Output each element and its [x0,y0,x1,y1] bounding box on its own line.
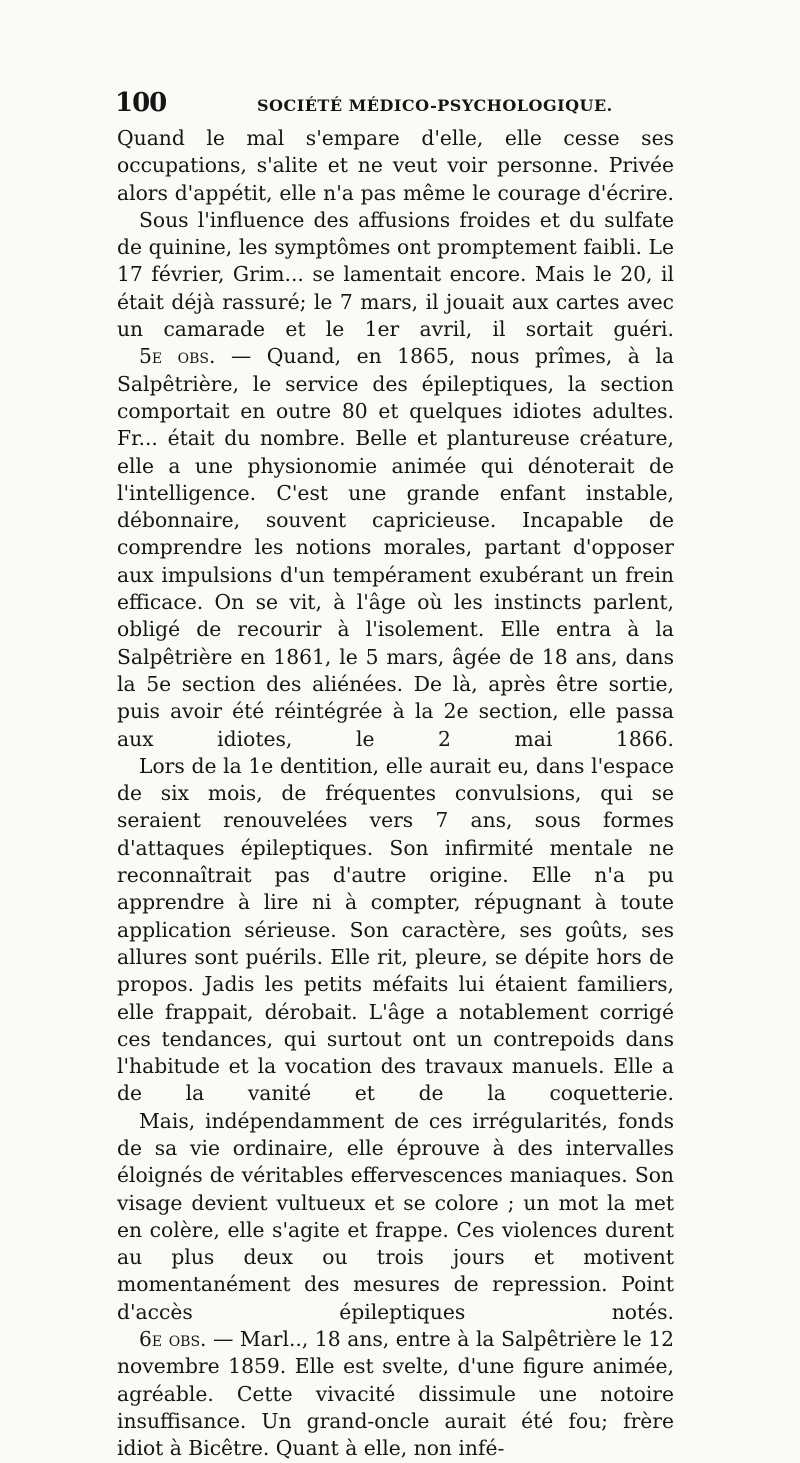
page-number: 100 [115,88,167,118]
observation-paragraph [117,1326,674,1462]
paragraph-text: — Quand, en 1865, nous prîmes, à la Salpêtrière, le service des épileptiques, la section comportait en outre 80 et quelques idiotes adultes. Fr... était du nombre. Belle et plantureuse créature, elle a une physionomie animée qui dénoterait de l'intelligence. C'est une grande enfant instable, débonnaire, souvent capricieuse. Incapable de comprendre les notions morales, partant d'opposer aux impulsions d'un tempérament exubérant un frein efficace. On se vit, à l'âge où les instincts parlent, obligé de recourir à l'isolement. Elle entra à la Salpêtrière en 1861, le 5 mars, âgée de 18 ans, dans la 5e section des aliénées. De là, après être sortie, puis avoir été réintégrée à la 2e section, elle passa aux idiotes, le 2 mai 1866. [117,344,674,751]
paragraph [117,207,674,343]
paragraph-text: Lors de la 1e dentition, elle aurait eu, dans l'espace de six mois, de fréquentes convulsions, qui se seraient renouvelées vers 7 ans, sous formes d'attaques épileptiques. Son infirmité mentale ne reconnaîtrait pas d'autre origine. Elle n'a pu apprendre à lire ni à compter, répugnant à toute application sérieuse. Son caractère, ses goûts, ses allures sont puérils. Elle rit, pleure, se dépite hors de propos. Jadis les petits méfaits lui étaient familiers, elle frappait, dérobait. L'âge a notablement corrigé ces tendances, qui surtout ont un contrepoids dans l'habitude et la vocation des travaux manuels. Elle a de la vanité et de la coquetterie. [117,753,674,1106]
paragraph-text: Quand le mal s'empare d'elle, elle cesse ses occupations, s'alite et ne veut voir personne. Privée alors d'appétit, elle n'a pas même le courage d'écrire. [117,126,674,205]
observation-lead: 5e obs. [139,344,216,369]
running-head: SOCIÉTÉ MÉDICO-PSYCHOLOGIQUE. [257,96,613,115]
page-header [115,88,690,118]
observation-paragraph [117,343,674,752]
paragraph [117,753,674,1108]
paragraph [117,125,674,207]
paragraph-text: Mais, indépendamment de ces irrégularités, fonds de sa vie ordinaire, elle éprouve à des intervalles éloignés de véritables effervescences maniaques. Son visage devient vultueux et se colore ; un mot la met en colère, elle s'agite et frappe. Ces violences durent au plus deux ou trois jours et motivent momentanément des mesures de repression. Point d'accès épileptiques notés. [117,1108,674,1324]
observation-lead: 6e obs. [139,1327,207,1352]
body-text [117,125,674,1463]
paragraph-text: — Marl.., 18 ans, entre à la Salpêtrière le 12 novembre 1859. Elle est svelte, d'une figure animée, agréable. Cette vivacité dissimule une notoire insuffisance. Un grand-oncle aurait été fou; frère idiot à Bicêtre. Quant à elle, non infé- [117,1327,675,1461]
paragraph-text: Sous l'influence des affusions froides et du sulfate de quinine, les symptômes ont promptement faibli. Le 17 février, Grim... se lamentait encore. Mais le 20, il était déjà rassuré; le 7 mars, il jouait aux cartes avec un camarade et le 1er avril, il sortait guéri. [117,207,674,342]
paragraph [117,1108,674,1326]
